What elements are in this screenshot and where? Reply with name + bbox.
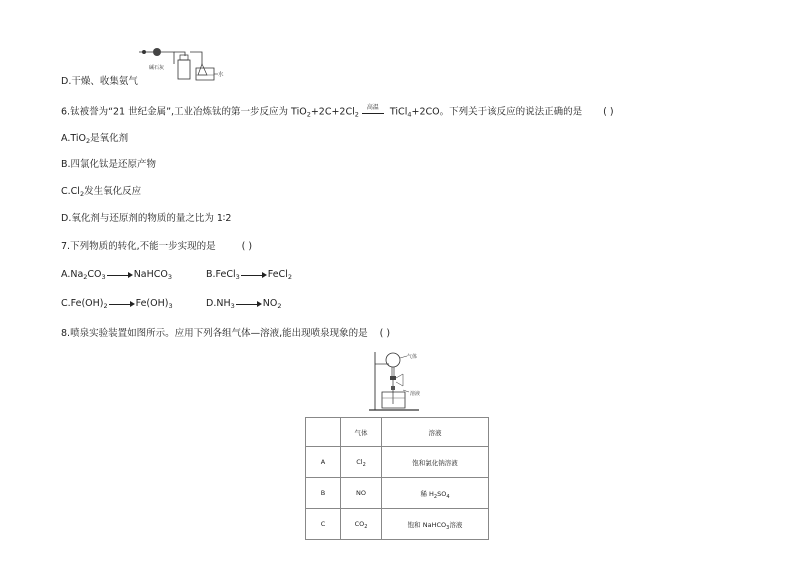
row-solution: 稀 $H_2SO_4$	[382, 478, 489, 509]
conversion-arrow	[109, 300, 135, 308]
gas-bottle	[178, 60, 190, 79]
table-row	[306, 509, 489, 540]
conversion-arrow	[241, 271, 267, 279]
q6-stem: 6.钛被誉为“21 世纪金属”,工业冶炼钛的第一步反应为 $TiO_2+2C+2Cl_2$ 高温 TiCl$_4$+2CO。下列关于该反应的说法正确的是 ( )	[61, 104, 614, 119]
row-id: A	[306, 447, 341, 478]
row-id: C	[306, 509, 341, 540]
q7-option-b: B.FeCl$_3$ FeCl$_2$	[206, 269, 292, 281]
q7-stem: 7.下列物质的转化,不能一步实现的是 ( )	[61, 241, 253, 252]
table-row	[306, 478, 489, 509]
table-header-row	[306, 418, 489, 447]
beaker	[382, 392, 405, 408]
flask-bulb	[386, 353, 400, 367]
conversion-arrow	[107, 271, 133, 279]
water-label: 水	[218, 72, 224, 78]
q6-stem-part-a: 6.钛被誉为“21 世纪金属”,工业冶炼钛的第一步反应为 TiO	[61, 106, 307, 118]
solution-label: 溶液	[410, 391, 421, 397]
ammonia-apparatus-figure	[138, 44, 230, 82]
q7-option-a: $A.Na_2CO_3$ NaHCO$_3$	[61, 269, 173, 281]
drying-tube-bulb	[153, 48, 161, 56]
row-solution: 饱和氯化钠溶液	[382, 447, 489, 478]
q6-stem-part-d: +2CO。下列关于该反应的说法正确的是	[411, 106, 583, 118]
q6-stem-part-b: +2C+2Cl	[310, 106, 355, 118]
row-gas: $CO_2$	[341, 509, 382, 540]
q6-option-c: $C.Cl_2$发生氧化反应	[61, 186, 142, 198]
q7-answer-blank: ( )	[241, 241, 253, 252]
gas-label: 气体	[407, 354, 418, 360]
q8-stem: 8.喷泉实验装置如图所示。应用下列各组气体—溶液,能出现喷泉现象的是 ( )	[61, 328, 391, 339]
row-gas: $Cl_2$	[341, 447, 382, 478]
table-row	[306, 447, 489, 478]
soda-lime-label: 碱石灰	[149, 65, 165, 71]
gas-solution-table	[305, 417, 489, 540]
row-gas: NO	[341, 478, 382, 509]
reaction-condition: 高温	[366, 104, 379, 111]
header-cell	[306, 418, 341, 447]
q6-answer-blank: ( )	[603, 106, 614, 118]
header-cell-solution: 溶液	[382, 418, 489, 447]
q8-answer-blank: ( )	[379, 328, 391, 339]
conversion-arrow	[236, 300, 262, 308]
q6-stem-part-c: TiCl	[386, 106, 408, 118]
gas-source-bulb	[142, 50, 146, 54]
row-id: B	[306, 478, 341, 509]
q7-option-d: $D.NH_3$ $NO_2$	[206, 298, 282, 310]
header-cell-gas: 气体	[341, 418, 382, 447]
q5-option-d: D.干燥、收集氨气	[61, 76, 138, 87]
reaction-condition-arrow	[362, 106, 384, 118]
q6-option-d: D.氧化剂与还原剂的物质的量之比为 1∶2	[61, 213, 232, 224]
q6-option-a: A.TiO$_2$是氧化剂	[61, 133, 129, 145]
row-solution: 饱和 NaHCO$_3$溶液	[382, 509, 489, 540]
q7-option-c: $C.Fe(OH)_2$ $Fe(OH)_3$	[61, 298, 173, 310]
q6-option-b: B.四氯化钛是还原产物	[61, 159, 157, 170]
fountain-apparatus-figure	[365, 348, 437, 414]
